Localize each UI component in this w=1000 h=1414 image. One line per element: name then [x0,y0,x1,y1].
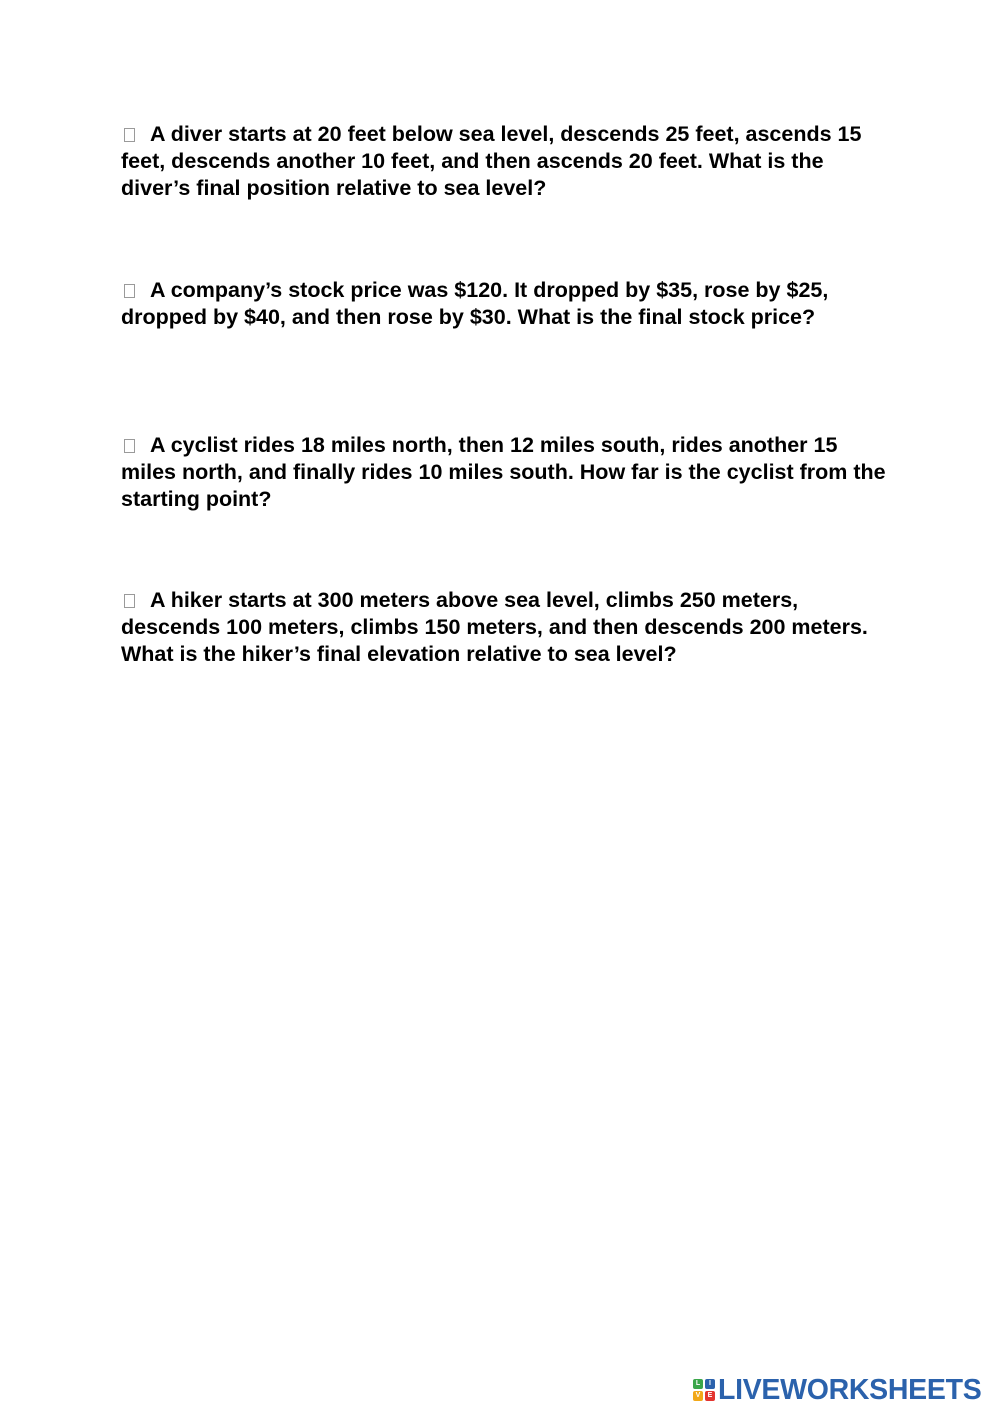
logo-letter-l: L [693,1379,703,1389]
question-text: A diver starts at 20 feet below sea level, descends 25 feet, ascends 15 feet, descends another 10 feet, and then ascends 20 feet. What is the diver’s final position relative to sea level? [121,122,862,200]
question-text: A cyclist rides 18 miles north, then 12 miles south, rides another 15 miles north, and finally rides 10 miles south. How far is the cyclist from the starting point? [121,433,886,511]
empty-box-icon [124,594,135,608]
question-text: A company’s stock price was $120. It dropped by $35, rose by $25, dropped by $40, and then rose by $30. What is the final stock price? [121,278,829,329]
logo-letter-v: V [693,1391,703,1401]
empty-box-icon [124,284,135,298]
liveworksheets-brand [693,1374,981,1406]
question-text: A hiker starts at 300 meters above sea level, climbs 250 meters, descends 100 meters, climbs 150 meters, and then descends 200 meters. What is the hiker’s final elevation relative to sea level? [121,588,868,666]
liveworksheets-logo-icon [693,1379,715,1401]
question-4 [121,587,891,668]
logo-letter-e: E [705,1391,715,1401]
question-3 [121,432,891,513]
question-1 [121,121,891,202]
empty-box-icon [124,439,135,453]
logo-letter-i: I [705,1379,715,1389]
empty-box-icon [124,128,135,142]
question-2 [121,277,891,331]
brand-name: LIVEWORKSHEETS [718,1374,982,1406]
